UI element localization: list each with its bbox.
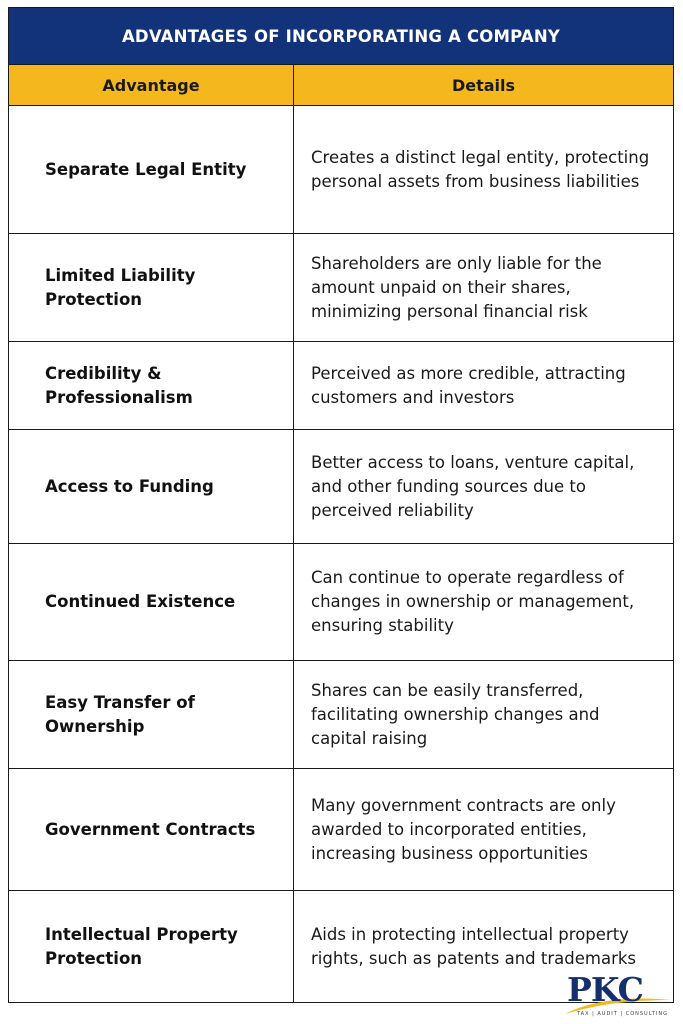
advantages-table xyxy=(8,7,674,1003)
table-row xyxy=(9,234,673,342)
header-advantage: Advantage xyxy=(9,65,294,105)
details-cell: Creates a distinct legal entity, protecting personal assets from business liabilities xyxy=(311,147,650,191)
table-row xyxy=(9,661,673,769)
details-cell: Can continue to operate regardless of changes in ownership or management, ensuring stability xyxy=(311,568,635,635)
advantage-cell: Easy Transfer of Ownership xyxy=(9,661,294,768)
table-row xyxy=(9,106,673,234)
details-cell: Perceived as more credible, attracting customers and investors xyxy=(311,363,626,407)
advantage-cell: Separate Legal Entity xyxy=(9,106,294,233)
table-title: ADVANTAGES OF INCORPORATING A COMPANY xyxy=(9,8,673,65)
advantage-cell: Credibility & Professionalism xyxy=(9,342,294,429)
advantage-cell: Intellectual Property Protection xyxy=(9,891,294,1002)
table-row xyxy=(9,342,673,430)
details-cell: Better access to loans, venture capital, and other funding sources due to perceived reliability xyxy=(311,452,635,520)
advantage-cell: Access to Funding xyxy=(9,430,294,543)
logo-tagline: TAX | AUDIT | CONSULTING xyxy=(577,1011,668,1017)
table-row xyxy=(9,430,673,544)
logo-text: PKC xyxy=(567,970,643,1009)
details-cell: Shareholders are only liable for the amount unpaid on their shares, minimizing personal financial risk xyxy=(311,253,602,321)
table-row xyxy=(9,544,673,661)
pkc-logo xyxy=(561,970,673,1020)
header-row xyxy=(9,65,673,106)
advantage-cell: Limited Liability Protection xyxy=(9,234,294,341)
header-details: Details xyxy=(451,75,516,95)
details-cell: Many government contracts are only awarded to incorporated entities, increasing business opportunities xyxy=(311,795,616,863)
details-cell: Shares can be easily transferred, facilitating ownership changes and capital raising xyxy=(311,680,600,748)
details-cell: Aids in protecting intellectual property rights, such as patents and trademarks xyxy=(311,924,637,968)
advantage-cell: Continued Existence xyxy=(9,544,294,660)
advantage-cell: Government Contracts xyxy=(9,769,294,890)
table-row xyxy=(9,769,673,891)
